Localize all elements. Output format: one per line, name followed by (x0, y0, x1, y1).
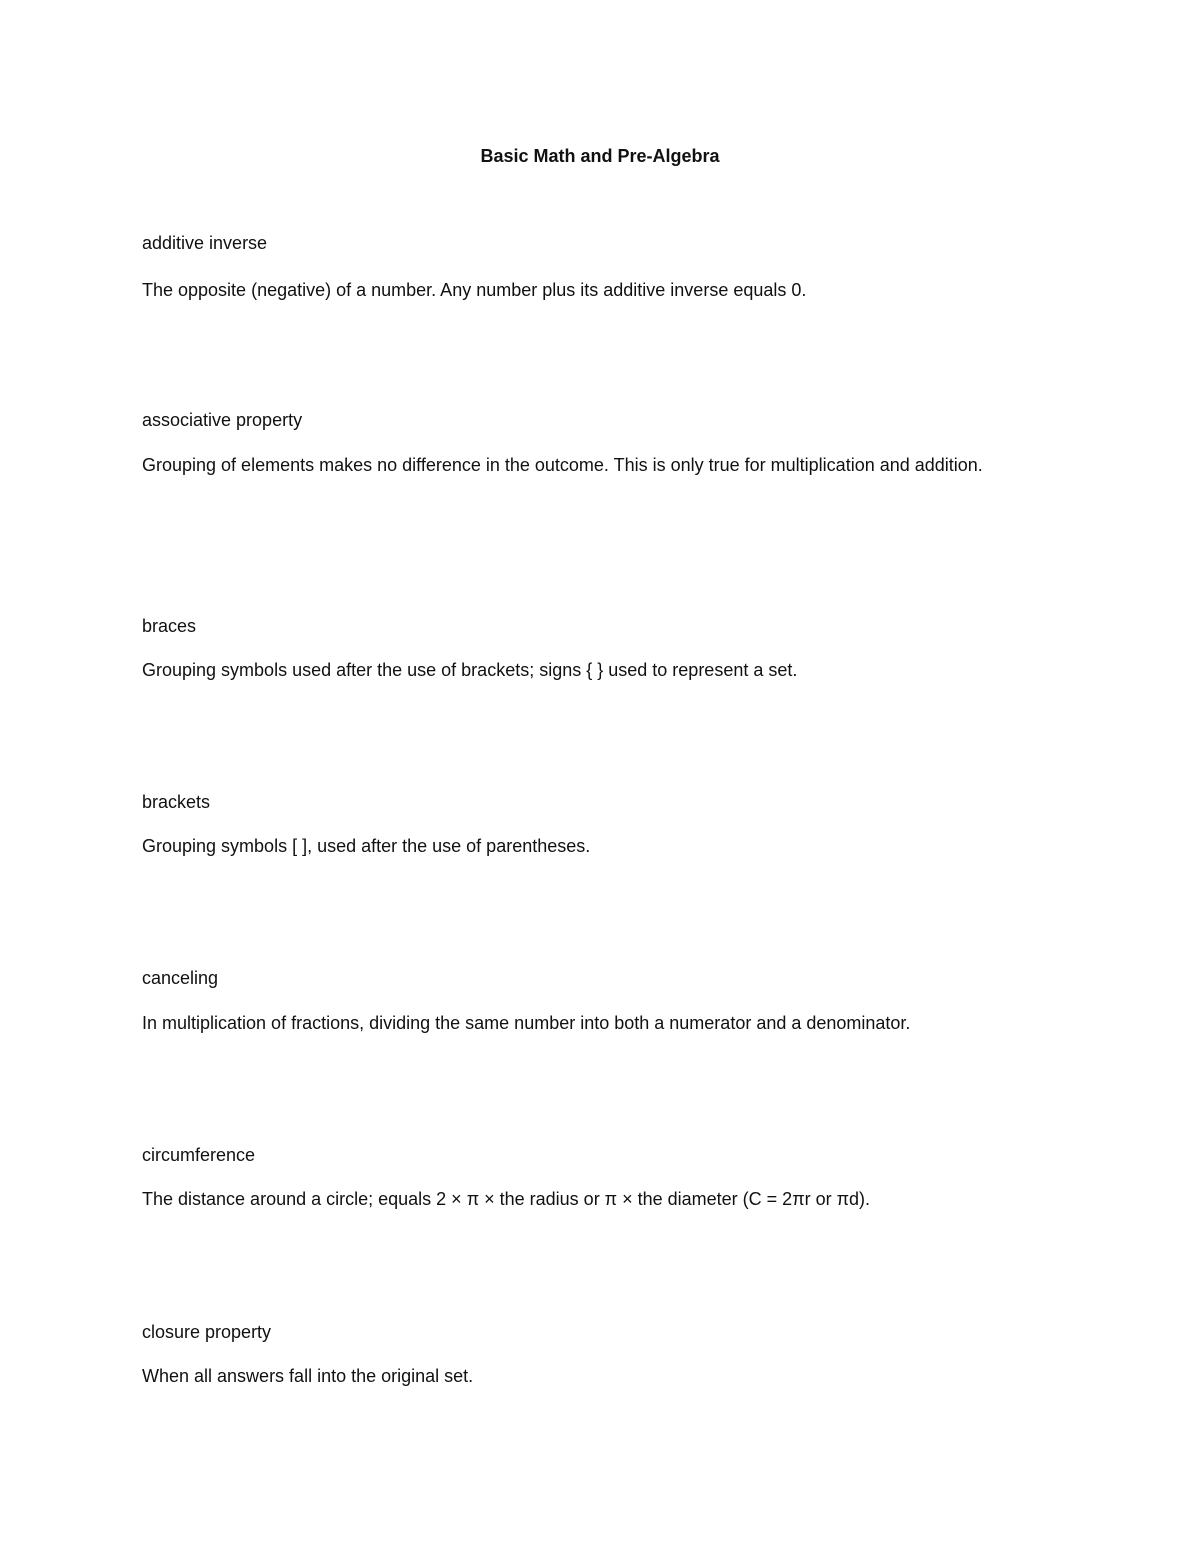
glossary-term: braces (142, 616, 197, 636)
glossary-term: closure property (142, 1322, 272, 1342)
glossary-term: brackets (142, 792, 211, 812)
glossary-definition: The opposite (negative) of a number. Any number plus its additive inverse equals 0. (142, 280, 807, 300)
page-title: Basic Math and Pre-Algebra (480, 146, 720, 166)
glossary-definition: Grouping of elements makes no difference in the outcome. This is only true for multiplication and addition. (142, 455, 983, 475)
glossary-term: associative property (142, 410, 303, 430)
glossary-definition: The distance around a circle; equals 2 × π × the radius or π × the diameter (C = 2πr or πd). (142, 1189, 871, 1209)
glossary-definition: Grouping symbols used after the use of brackets; signs { } used to represent a set. (142, 660, 798, 680)
glossary-term: additive inverse (142, 233, 268, 253)
glossary-term: circumference (142, 1145, 256, 1165)
glossary-definition: When all answers fall into the original set. (142, 1366, 474, 1386)
glossary-definition: Grouping symbols [ ], used after the use of parentheses. (142, 836, 591, 856)
glossary-definition: In multiplication of fractions, dividing the same number into both a numerator and a denominator. (142, 1013, 911, 1033)
glossary-term: canceling (142, 968, 219, 988)
